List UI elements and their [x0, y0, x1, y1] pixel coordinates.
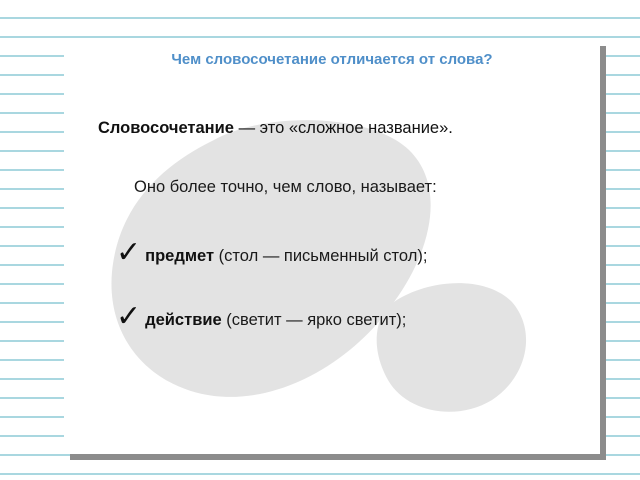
list-item-term: действие	[145, 311, 222, 329]
definition-text: — это «сложное название».	[233, 119, 453, 137]
list-item-text	[145, 246, 427, 268]
definition-term: Словосочетание	[98, 119, 234, 137]
list-item-object	[116, 235, 428, 270]
list-item-term: предмет	[145, 247, 215, 265]
list-item-example: (стол — письменный стол);	[214, 247, 428, 265]
intro-text: Оно более точно, чем слово, называет:	[134, 178, 437, 196]
slide-title: Чем словосочетание отличается от слова?	[171, 51, 493, 68]
checkmark-icon: ✓	[116, 235, 142, 270]
list-item-text	[145, 310, 406, 332]
slide-card	[64, 40, 600, 454]
checkmark-icon: ✓	[116, 299, 142, 334]
list-item-action	[116, 299, 407, 334]
list-item-example: (светит — ярко светит);	[221, 311, 407, 329]
definition-line	[98, 119, 453, 138]
